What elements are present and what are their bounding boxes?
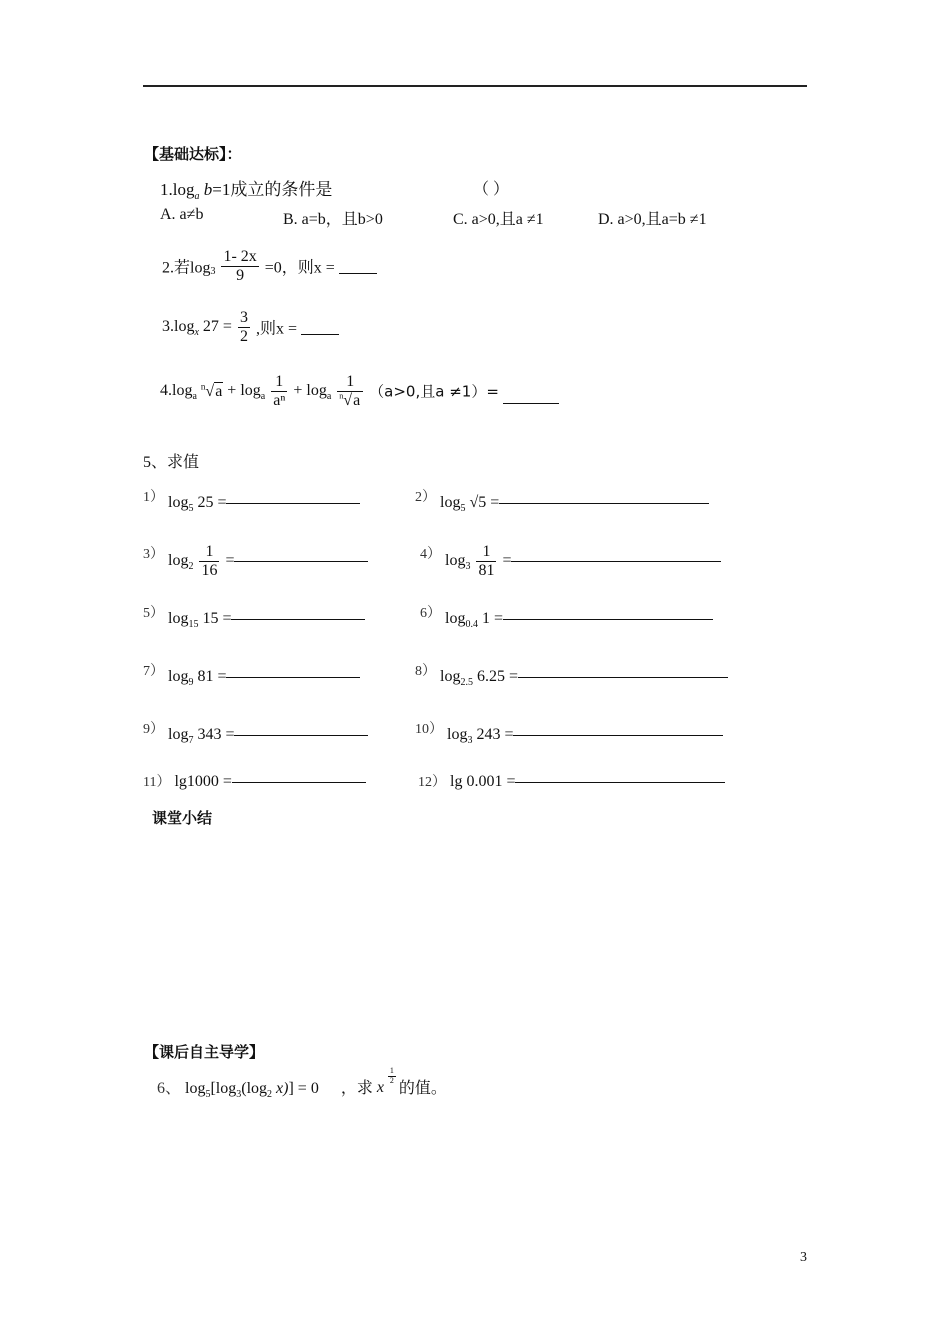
page-number: 3 <box>800 1250 807 1265</box>
question-2: 2.若$\log_3$ $\frac{1- 2x}{9}$ =0，则x = <box>162 248 377 284</box>
answer-paren: （ ） <box>473 181 510 198</box>
section-title-self-study: 【课后自主导学】 <box>144 1043 265 1061</box>
question-6: 6、 $\log_5[\log_3(\log_2$ x)] = 0 ，求 x $\frac{1}{2}$ 的值。 <box>157 1066 447 1100</box>
answer-blank[interactable] <box>226 503 360 504</box>
question-1: $1.\log_a$ b=1成立的条件是 <box>160 180 333 202</box>
answer-blank[interactable] <box>234 735 368 736</box>
fraction: $\frac{3}{2}$ <box>239 309 248 345</box>
q5-item-4: 4） $\log_3$ $\frac{1}{81}$ = <box>420 543 721 579</box>
summary-title: 课堂小结 <box>152 809 213 827</box>
answer-blank[interactable] <box>513 735 723 736</box>
question-3: $3.\log_x$ 27 = $\frac{3}{2}$ ,则x = <box>162 309 339 345</box>
answer-blank[interactable] <box>232 782 366 783</box>
q5-item-9: 9） $\log_7 343$ = <box>143 718 368 746</box>
answer-blank[interactable] <box>301 334 339 335</box>
section-title-basic: 【基础达标】： <box>144 145 242 163</box>
q5-item-5: 5） $\log_{15} 15$ = <box>143 602 365 630</box>
answer-blank[interactable] <box>499 503 709 504</box>
fraction: $\frac{1}{^n√a}$ <box>337 373 363 409</box>
answer-blank[interactable] <box>503 403 559 404</box>
answer-blank[interactable] <box>518 677 728 678</box>
fraction: $\frac{1}{\text{aⁿ}}$ <box>273 373 286 409</box>
answer-blank[interactable] <box>503 619 713 620</box>
answer-blank[interactable] <box>339 273 377 274</box>
option-a: A. a≠b <box>160 206 204 223</box>
q5-item-3: 3） $\log_2$ $\frac{1}{16}$ = <box>143 543 368 579</box>
header-rule <box>143 85 807 87</box>
q5-item-8: 8） $\log_{2.5} 6.25$ = <box>415 660 728 688</box>
answer-blank[interactable] <box>234 561 368 562</box>
q5-item-11: 11） lg1000 = <box>143 771 366 791</box>
q5-item-12: 12） lg 0.001 = <box>418 771 725 791</box>
option-c: C. a>0,且a ≠1 <box>453 211 544 228</box>
option-b: B. a=b，且b>0 <box>283 211 383 228</box>
q5-item-1: 1） $\log_5 25$ = <box>143 486 360 514</box>
answer-blank[interactable] <box>515 782 725 783</box>
q5-item-10: 10） $\log_3 243$ = <box>415 718 723 746</box>
fraction: $\frac{1- 2x}{9}$ <box>223 248 257 284</box>
question-5-title: 5、求值 <box>143 454 200 471</box>
answer-blank[interactable] <box>511 561 721 562</box>
q5-item-7: 7） $\log_9 81$ = <box>143 660 360 688</box>
q5-item-6: 6） $\log_{0.4} 1$ = <box>420 602 713 630</box>
answer-blank[interactable] <box>226 677 360 678</box>
question-4: $4.\log_a$ $^n√a + \log_a$ $\frac{1}{\text{aⁿ}}$ + $\log_a$ $\frac{1}{^n√a}$ （a>0,且a ≠1）= <box>160 373 559 409</box>
q5-item-2: 2） $\log_5 √5$ = <box>415 486 709 514</box>
option-d: D. a>0,且a=b ≠1 <box>598 211 707 228</box>
answer-blank[interactable] <box>231 619 365 620</box>
